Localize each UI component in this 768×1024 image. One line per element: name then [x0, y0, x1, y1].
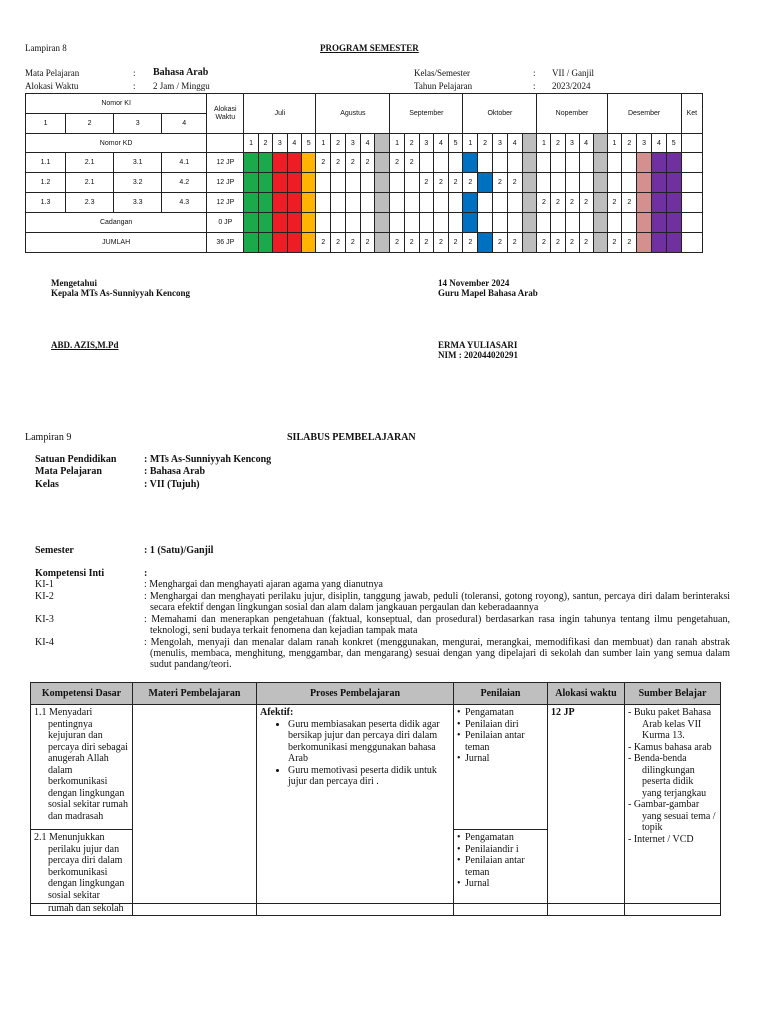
kd-2-1: 2.1 Menunjukkan perilaku jujur dan percaya diri dalam berkomunikasi dengan lingkungan sosial sekitar: [34, 832, 125, 901]
month-oktober: Oktober: [463, 94, 537, 134]
materi-cell: [133, 705, 257, 904]
header-penilaian: Penilaian: [454, 683, 548, 705]
kd-1-1: 1.1 Menyadari pentingnya kejujuran dan percaya diri sebagai anugerah Allah dalam berkomunikasi dengan lingkungan sosial sekitar rumah dan madrasah: [34, 707, 128, 822]
jumlah-row: JUMLAH 36 JP 2 2 2 2 2 2 2 2 2 2 2 2 2 2 2 2 2 2: [26, 233, 703, 253]
penilaian-item: • Jurnal: [465, 753, 544, 765]
kelas2-value: : VII (Tujuh): [144, 479, 200, 490]
semester-label: Semester: [35, 545, 74, 556]
header-kompetensi-dasar: Kompetensi Dasar: [31, 683, 133, 705]
mapel2-label: Mata Pelajaran: [35, 466, 102, 477]
colon: :: [133, 81, 136, 91]
lampiran-9-label: Lampiran 9: [25, 432, 72, 443]
sumber-item: - Kamus bahasa arab: [628, 741, 712, 753]
mapel-value: Bahasa Arab: [153, 67, 209, 78]
kelas2-label: Kelas: [35, 479, 59, 490]
kd-cell: 4.2: [162, 173, 207, 193]
ki-title: Kompetensi Inti: [35, 568, 105, 579]
satuan-label: Satuan Pendidikan: [35, 454, 117, 465]
ki4-code: KI-4: [35, 637, 54, 648]
penilaian-item: • Pengamatan: [465, 832, 544, 844]
kd-cell: 4.1: [162, 153, 207, 173]
kd-2-1-cont: rumah dan sekolah: [31, 904, 133, 916]
cadangan-row: [26, 213, 703, 233]
alokasi-value: 2 Jam / Minggu: [153, 81, 210, 91]
jp-cell: 12 JP: [207, 173, 244, 193]
kd-cell: 2.1: [66, 173, 114, 193]
month-agustus: Agustus: [316, 94, 390, 134]
kd-cell: 4.3: [162, 193, 207, 213]
mengetahui: Mengetahui: [51, 278, 97, 288]
penilaian-item: • Penilaiandir i: [465, 844, 544, 856]
sumber-item: - Benda-benda dilingkungan peserta didik yang terjangkau: [628, 753, 707, 799]
ki1-code: KI-1: [35, 579, 54, 590]
penilaian-item: • Pengamatan: [465, 707, 544, 719]
nomor-ki-header: Nomor KI: [26, 94, 207, 114]
kelas-label: Kelas/Semester: [414, 68, 470, 78]
sumber-item: - Gambar-gambar yang sesuai tema / topik: [628, 799, 716, 833]
penilaian-item: • Jurnal: [465, 878, 544, 890]
kd-cell: 2.3: [66, 193, 114, 213]
penilaian-item: • Penilaian diri: [465, 719, 544, 731]
semester-value: : 1 (Satu)/Ganjil: [144, 545, 214, 556]
month-desember: Desember: [607, 94, 681, 134]
ki3-code: KI-3: [35, 614, 54, 625]
month-september: September: [390, 94, 463, 134]
sumber-item: - Internet / VCD: [628, 833, 694, 845]
lampiran-8-label: Lampiran 8: [25, 43, 67, 53]
ki1-text: : Menghargai dan menghayati ajaran agama yang dianutnya: [144, 579, 383, 590]
month-juli: Juli: [244, 94, 316, 134]
cadangan-label: Cadangan: [26, 213, 207, 233]
kd-row: 1.3 2.3 3.3 4.3 12 JP 2 2 2 2 2 2: [26, 193, 703, 213]
penilaian-item: • Penilaian antar teman: [465, 855, 544, 878]
header-alokasi: Alokasi waktu: [548, 683, 625, 705]
ki3-text: : Memahami dan menerapkan pengetahuan (faktual, konseptual, dan prosedural) berdasarkan rasa ingin tahunya tentang ilmu pengetahuan, teknologi, seni budaya terkait fenomena dan kejadian tampak mata: [144, 614, 730, 636]
proses-item: • Guru memotivasi peserta didik untuk jujur dan percaya diri .: [288, 765, 450, 788]
jp-cell: 36 JP: [207, 233, 244, 253]
mapel2-value: : Bahasa Arab: [144, 466, 206, 477]
afektif-label: Afektif:: [260, 707, 294, 718]
jp-cell: 0 JP: [207, 213, 244, 233]
jp-cell: 12 JP: [207, 153, 244, 173]
kd-row: 1.1 2.1 3.1 4.1 12 JP 2 2 2 2 2 2: [26, 153, 703, 173]
header-materi: Materi Pembelajaran: [133, 683, 257, 705]
ki2-code: KI-2: [35, 591, 54, 602]
satuan-value: : MTs As-Sunniyyah Kencong: [144, 454, 272, 465]
kelas-value: VII / Ganjil: [552, 68, 594, 78]
guru-name: ERMA YULIASARI: [438, 340, 518, 350]
jumlah-label: JUMLAH: [26, 233, 207, 253]
guru-nim: NIM : 202044020291: [438, 350, 518, 360]
alokasi-header: Alokasi Waktu: [207, 94, 244, 134]
kd-cell: 3.2: [114, 173, 162, 193]
kd-cell: 3.1: [114, 153, 162, 173]
silabus-table: [30, 682, 721, 916]
colon: :: [133, 68, 136, 78]
program-semester-title: PROGRAM SEMESTER: [320, 43, 419, 53]
ki2-text: : Menghargai dan menghayati perilaku jujur, disiplin, tanggung jawab, peduli (toleransi, gotong royong), santun, percaya diri dalam berinteraksi secara efektif dengan lingkungan sosial dan alam dalam jangkauan pergaulan dan keberadaannya: [144, 591, 730, 613]
alokasi-value: 12 JP: [548, 705, 625, 904]
program-semester-table: Nomor KI Alokasi Waktu Juli Agustus September Oktober Nopember Desember Ket 1 2 3 4 Nomor KD 1 2 3 4 5 1 2 3 4 1 2 3 4 5 1 2 3 4 1 2 3 4 1 2 3 4 5 1.1 2.1 3.1 4.1 12 JP 2 2 2 2 2 2 1.2 2.1 3.2 4.2 12 JP 2 2 2 2 2 2 1.3 2.3 3.3 4.3 12 JP 2 2 2 2 2 2 Cadangan 0 JP JUMLAH 36 JP 2 2 2 2 2 2 2 2 2 2 2 2 2 2 2 2 2 2: [25, 93, 703, 253]
ki-colon: :: [144, 568, 148, 579]
sumber-item: - Buku paket Bahasa Arab kelas VII Kurma 13.: [628, 707, 712, 741]
kd-cell: 1.3: [26, 193, 66, 213]
kd-cell: 3.3: [114, 193, 162, 213]
alokasi-empty: [207, 134, 244, 153]
kepala-label: Kepala MTs As-Sunniyyah Kencong: [51, 288, 190, 298]
colon: :: [533, 81, 536, 91]
signature-date: 14 November 2024: [438, 278, 510, 288]
alokasi-label: Alokasi Waktu: [25, 81, 79, 91]
colon: :: [533, 68, 536, 78]
kd-row: 1.2 2.1 3.2 4.2 12 JP 2 2 2 2 2 2: [26, 173, 703, 193]
header-sumber: Sumber Belajar: [625, 683, 721, 705]
silabus-title: SILABUS PEMBELAJARAN: [287, 432, 416, 443]
tahun-value: 2023/2024: [552, 81, 591, 91]
penilaian-item: • Penilaian antar teman: [465, 730, 544, 753]
proses-item: • Guru membiasakan peserta didik agar bersikap jujur dan percaya diri dalam berkomunikasi menggunakan bahasa Arab: [288, 719, 450, 765]
tahun-label: Tahun Pelajaran: [414, 81, 473, 91]
nomor-kd-header: Nomor KD: [26, 134, 207, 153]
ki-num: 3: [114, 114, 162, 134]
kd-cell: 1.2: [26, 173, 66, 193]
kepala-name: ABD. AZIS,M.Pd: [51, 340, 119, 350]
guru-label: Guru Mapel Bahasa Arab: [438, 288, 538, 298]
kd-cell: 1.1: [26, 153, 66, 173]
ki-num: 2: [66, 114, 114, 134]
jp-cell: 12 JP: [207, 193, 244, 213]
ki-num: 4: [162, 114, 207, 134]
ki-num: 1: [26, 114, 66, 134]
month-nopember: Nopember: [537, 94, 607, 134]
ki4-text: : Mengolah, menyaji dan menalar dalam ranah konkret (menggunakan, mengurai, merangkai, memodifikasi dan membuat) dan ranah abstrak (menulis, membaca, menghitung, menggambar, dan mengarang) sesuai dengan yang dipelajari di sekolah dan sumber lain yang semua dalam sudut pandang/teori.: [144, 637, 730, 670]
mapel-label: Mata Pelajaran: [25, 68, 80, 78]
header-proses: Proses Pembelajaran: [257, 683, 454, 705]
kd-cell: 2.1: [66, 153, 114, 173]
ket-header: Ket: [681, 94, 702, 134]
